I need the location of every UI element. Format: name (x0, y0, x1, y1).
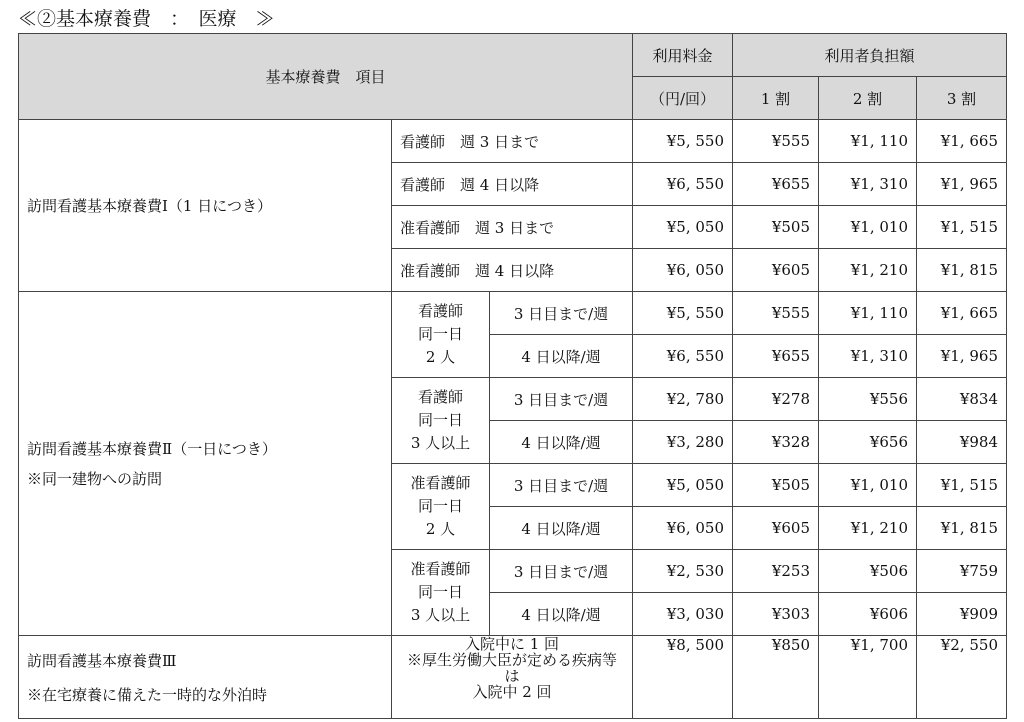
burden-2-cell: ¥1, 110 (819, 292, 917, 335)
burden-3-cell: ¥1, 665 (917, 120, 1007, 163)
condition-cell: 3 日目まで/週 (490, 550, 633, 593)
burden-2-cell: ¥1, 010 (819, 464, 917, 507)
burden-1-cell: ¥278 (733, 378, 819, 421)
staff-type: 准看護師 (410, 560, 471, 578)
section-1-label: 訪問看護基本療養費Ⅰ（1 日につき） (19, 120, 392, 292)
fee-header: 利用料金 (633, 34, 733, 77)
burden-1-cell: ¥655 (733, 163, 819, 206)
burden-3-cell: ¥1, 665 (917, 292, 1007, 335)
patient-count: 2 人 (425, 520, 456, 538)
staff-group-label (392, 292, 490, 378)
section-3 (19, 636, 1007, 719)
fee-cell: ¥3, 030 (633, 593, 733, 636)
burden-1-cell: ¥605 (733, 507, 819, 550)
condition-cell: 看護師 週 3 日まで (392, 120, 633, 163)
burden-2-cell: ¥656 (819, 421, 917, 464)
burden-col-3: 3 割 (917, 77, 1007, 120)
section-2-label-line2: ※同一建物への訪問 (27, 469, 163, 488)
condition-cell: 准看護師 週 3 日まで (392, 206, 633, 249)
burden-3-cell: ¥1, 965 (917, 335, 1007, 378)
staff-group-label (392, 464, 490, 550)
burden-1-cell: ¥655 (733, 335, 819, 378)
condition-cell: 看護師 週 4 日以降 (392, 163, 633, 206)
same-day: 同一日 (417, 325, 463, 343)
patient-count: 2 人 (425, 348, 456, 366)
staff-type: 准看護師 (410, 474, 471, 492)
burden-1-cell: ¥605 (733, 249, 819, 292)
table-row (19, 120, 1007, 163)
section-3-label-line2: ※在宅療養に備えた一時的な外泊時 (27, 686, 268, 704)
condition-cell: 3 日目まで/週 (490, 378, 633, 421)
section-3-label (19, 636, 392, 719)
fee-cell: ¥6, 550 (633, 163, 733, 206)
staff-group-label (392, 378, 490, 464)
page-title: ≪②基本療養費 ： 医療 ≫ (18, 8, 275, 30)
section-2-label-line1: 訪問看護基本療養費Ⅱ（一日につき） (27, 439, 277, 458)
burden-3-cell: ¥909 (917, 593, 1007, 636)
burden-2-cell: ¥1, 210 (819, 507, 917, 550)
burden-2-cell: ¥1, 700 (819, 636, 917, 719)
burden-3-cell: ¥1, 815 (917, 507, 1007, 550)
fee-cell: ¥2, 530 (633, 550, 733, 593)
burden-col-1: 1 割 (733, 77, 819, 120)
table-row (19, 636, 1007, 719)
burden-3-cell: ¥984 (917, 421, 1007, 464)
burden-1-cell: ¥303 (733, 593, 819, 636)
burden-1-cell: ¥505 (733, 206, 819, 249)
fee-cell: ¥3, 280 (633, 421, 733, 464)
fee-table (18, 33, 1007, 719)
same-day: 同一日 (417, 583, 463, 601)
fee-cell: ¥5, 050 (633, 464, 733, 507)
section-1 (19, 120, 1007, 292)
fee-cell: ¥5, 550 (633, 292, 733, 335)
burden-3-cell: ¥759 (917, 550, 1007, 593)
burden-1-cell: ¥555 (733, 120, 819, 163)
section-3-note (392, 636, 633, 719)
burden-1-cell: ¥505 (733, 464, 819, 507)
burden-3-cell: ¥1, 815 (917, 249, 1007, 292)
burden-1-cell: ¥555 (733, 292, 819, 335)
staff-type: 看護師 (417, 388, 463, 406)
burden-3-cell: ¥2, 550 (917, 636, 1007, 719)
note-line: 入院中 2 回 (472, 683, 552, 701)
burden-2-cell: ¥556 (819, 378, 917, 421)
item-header: 基本療養費 項目 (19, 34, 633, 120)
condition-cell: 4 日以降/週 (490, 421, 633, 464)
burden-2-cell: ¥1, 310 (819, 335, 917, 378)
note-line: 入院中に 1 回 (464, 635, 560, 653)
burden-3-cell: ¥1, 965 (917, 163, 1007, 206)
burden-2-cell: ¥1, 310 (819, 163, 917, 206)
same-day: 同一日 (417, 411, 463, 429)
staff-type: 看護師 (417, 302, 463, 320)
fee-cell: ¥8, 500 (633, 636, 733, 719)
patient-count: 3 人以上 (410, 434, 471, 452)
fee-cell: ¥5, 550 (633, 120, 733, 163)
table-header (19, 34, 1007, 120)
fee-cell: ¥6, 050 (633, 507, 733, 550)
fee-unit-header: （円/回） (633, 77, 733, 120)
burden-1-cell: ¥850 (733, 636, 819, 719)
burden-3-cell: ¥1, 515 (917, 464, 1007, 507)
condition-cell: 4 日以降/週 (490, 507, 633, 550)
condition-cell: 准看護師 週 4 日以降 (392, 249, 633, 292)
section-3-label-line1: 訪問看護基本療養費Ⅲ (27, 652, 177, 670)
burden-3-cell: ¥834 (917, 378, 1007, 421)
burden-2-cell: ¥506 (819, 550, 917, 593)
patient-count: 3 人以上 (410, 606, 471, 624)
fee-cell: ¥6, 050 (633, 249, 733, 292)
condition-cell: 3 日目まで/週 (490, 464, 633, 507)
section-2 (19, 292, 1007, 636)
burden-1-cell: ¥253 (733, 550, 819, 593)
burden-3-cell: ¥1, 515 (917, 206, 1007, 249)
burden-2-cell: ¥1, 110 (819, 120, 917, 163)
staff-group-label (392, 550, 490, 636)
section-2-label (19, 292, 392, 636)
table-row (19, 292, 1007, 335)
fee-cell: ¥5, 050 (633, 206, 733, 249)
note-line: ※厚生労働大臣が定める疾病等は (406, 651, 617, 685)
condition-cell: 4 日以降/週 (490, 335, 633, 378)
condition-cell: 4 日以降/週 (490, 593, 633, 636)
burden-1-cell: ¥328 (733, 421, 819, 464)
fee-cell: ¥6, 550 (633, 335, 733, 378)
same-day: 同一日 (417, 497, 463, 515)
burden-header: 利用者負担額 (733, 34, 1007, 77)
burden-2-cell: ¥1, 010 (819, 206, 917, 249)
condition-cell: 3 日目まで/週 (490, 292, 633, 335)
burden-col-2: 2 割 (819, 77, 917, 120)
fee-cell: ¥2, 780 (633, 378, 733, 421)
burden-2-cell: ¥606 (819, 593, 917, 636)
burden-2-cell: ¥1, 210 (819, 249, 917, 292)
